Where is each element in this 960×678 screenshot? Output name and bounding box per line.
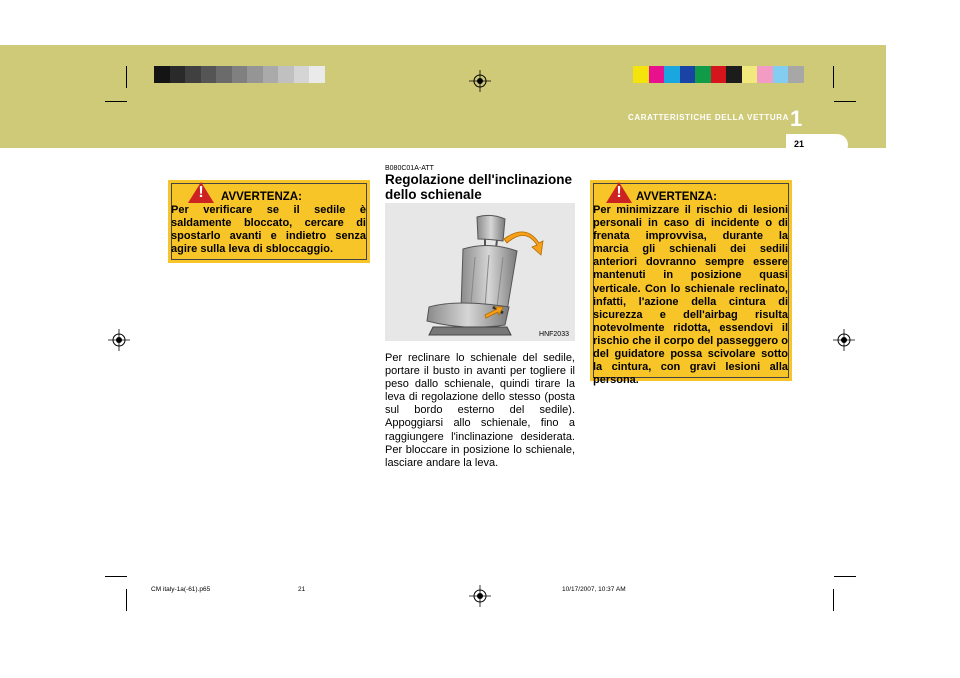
color-swatch	[680, 66, 696, 83]
warning-title: AVVERTENZA:	[636, 191, 717, 203]
color-swatch	[232, 66, 248, 83]
warning-header	[168, 182, 370, 203]
warning-symbol: !	[616, 184, 622, 201]
color-swatch	[201, 66, 217, 83]
page-number: 21	[793, 139, 804, 149]
registration-mark-icon	[469, 585, 491, 607]
footer-filename: CM italy-1a(-61).p65	[151, 586, 211, 593]
chapter-title: CARATTERISTICHE DELLA VETTURA	[628, 113, 789, 122]
body-paragraph: Per reclinare lo schienale del sedile, portare il busto in avanti per togliere il peso dallo schienale, quindi tirare la leva di regolazione dello stesso (posta sul bordo esterno del sedile). Appoggiarsi allo schienale, fino a raggiungere l'inclinazione desiderata. Per bloccare in posizione lo schienale, lasciare andare la leva.	[385, 352, 575, 469]
warning-symbol: !	[198, 184, 204, 201]
warning-header	[590, 182, 792, 203]
color-swatch	[216, 66, 232, 83]
color-calibration-bar	[633, 66, 804, 83]
warning-box-right	[590, 180, 792, 387]
section-code: B080C01A-ATT	[385, 165, 434, 172]
footer-timestamp: 10/17/2007, 10:37 AM	[562, 586, 626, 593]
color-swatch	[695, 66, 711, 83]
color-swatch	[309, 66, 325, 83]
registration-mark-icon	[833, 329, 855, 351]
crop-mark	[833, 66, 834, 88]
color-swatch	[664, 66, 680, 83]
color-swatch	[633, 66, 649, 83]
seat-figure	[385, 203, 575, 341]
color-swatch	[773, 66, 789, 83]
color-swatch	[263, 66, 279, 83]
warning-box-left	[168, 180, 370, 263]
registration-mark-icon	[469, 70, 491, 92]
crop-mark	[833, 589, 834, 611]
chapter-number: 1	[790, 106, 803, 131]
car-seat-illustration-icon	[385, 203, 575, 341]
color-swatch	[170, 66, 186, 83]
color-swatch	[247, 66, 263, 83]
color-swatch	[294, 66, 310, 83]
figure-code: HNF2033	[539, 331, 569, 338]
crop-mark	[105, 101, 127, 102]
color-swatch	[185, 66, 201, 83]
color-swatch	[742, 66, 758, 83]
gray-calibration-bar	[154, 66, 325, 83]
crop-mark	[834, 101, 856, 102]
color-swatch	[278, 66, 294, 83]
warning-title: AVVERTENZA:	[221, 191, 302, 203]
color-swatch	[649, 66, 665, 83]
warning-text: Per verificare se il sedile è saldamente bloccato, cercare di spostarlo avanti e indietro senza agire sulla leva di sbloccaggio.	[171, 204, 366, 256]
crop-mark	[105, 576, 127, 577]
color-swatch	[726, 66, 742, 83]
warning-text: Per minimizzare il rischio di lesioni personali in caso di incidente o di frenata improvvisa, durante la marcia gli schienali dei sedili anteriori dovranno sempre essere mantenuti in posizione quasi verticale. Con lo schienale reclinato, infatti, l'azione della cintura di sicurezza e dell'airbag risulta notevolmente ridotta, essendovi il rischio che il corpo del passeggero o del guidatore possa scivolare sotto la cintura, con gravi lesioni alla persona.	[593, 204, 788, 387]
footer-page: 21	[298, 586, 306, 593]
crop-mark	[834, 576, 856, 577]
header-band	[0, 45, 886, 148]
crop-mark	[126, 66, 127, 88]
registration-mark-icon	[108, 329, 130, 351]
color-swatch	[757, 66, 773, 83]
crop-mark	[126, 589, 127, 611]
color-swatch	[788, 66, 804, 83]
color-swatch	[711, 66, 727, 83]
section-heading: Regolazione dell'inclinazione dello schienale	[385, 172, 572, 202]
color-swatch	[154, 66, 170, 83]
